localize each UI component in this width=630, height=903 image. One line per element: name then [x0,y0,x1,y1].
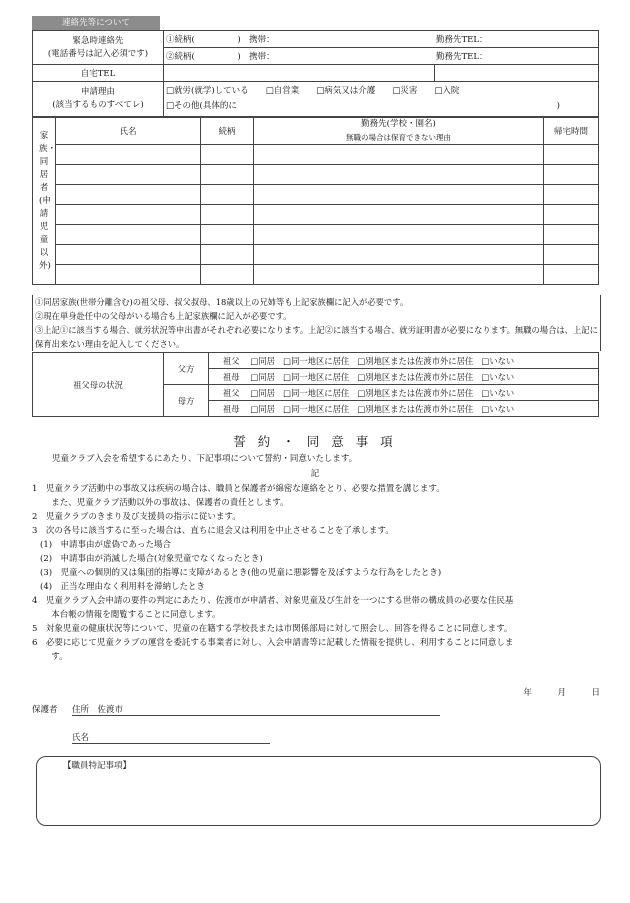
family-cell[interactable] [254,185,544,205]
family-cell[interactable] [254,225,544,245]
family-cell[interactable] [201,225,254,245]
family-cell[interactable] [201,185,254,205]
family-cell[interactable] [544,165,599,185]
home-tel-field[interactable] [164,65,435,82]
col-return: 帰宅時間 [544,118,599,145]
reason-options[interactable]: □就労(就学)している □自営業 □病気又は介護 □災害 □入院 □その他(具体的に ) [164,82,599,117]
note-1: ①同居家族(世帯分離含む)の祖父母、叔父叔母、18歳以上の兄姉等も上記家族欄に記入が必要です。 [35,297,409,307]
pledge-item: (1) 申請事由が虚偽であった場合 [40,540,171,550]
pledge-item: 4 児童クラブ入会申請の要件の判定にあたり、佐渡市が申請者、対象児童及び生計を一つにする世帯の構成員の必要な住民基 [32,596,514,606]
pledge-item: 3 次の各号に該当するに至った場合は、直ちに退会又は利用を中止させることを了承します。 [32,526,394,536]
paternal-gm[interactable]: 祖母 □同居 □同一地区に居住 □別地区または佐渡市外に居住 □いない [209,369,599,385]
family-cell[interactable] [201,265,254,285]
contact-table [32,30,599,117]
family-cell[interactable] [254,145,544,165]
family-side-label: 家族・同居者(申請児童以外) [33,118,56,285]
pledge-items [32,482,607,664]
family-cell[interactable] [56,145,201,165]
grandparents-label: 祖父母の状況 [33,353,164,417]
family-cell[interactable] [56,245,201,265]
emergency-row1[interactable]: ①続柄( ) 携帯： [164,31,435,48]
paternal-gf[interactable]: 祖父 □同居 □同一地区に居住 □別地区または佐渡市外に居住 □いない [209,353,599,369]
pledge-item: 2 児童クラブのきまり及び支援員の指示に従います。 [32,512,241,522]
family-cell[interactable] [254,205,544,225]
family-cell[interactable] [201,145,254,165]
pledge-item: (2) 申請事由が消滅した場合(対象児童でなくなったとき) [40,554,263,564]
family-cell[interactable] [201,165,254,185]
col-work: 勤務先(学校・園名) 無職の場合は保育できない理由 [254,118,544,145]
family-cell[interactable] [254,165,544,185]
emergency-row2[interactable]: ②続柄( ) 携帯： [164,48,435,65]
col-name: 氏名 [56,118,201,145]
pledge-intro: 児童クラブ入会を希望するにあたり、下記事項について誓約・同意いたします。 [52,454,358,464]
family-cell[interactable] [201,245,254,265]
pledge-title: 誓 約 ・ 同 意 事 項 [233,434,397,449]
guardian-address[interactable]: 住所 佐渡市 [72,703,440,716]
pledge-item: また、児童クラブ活動以外の事故は、保護者の責任とします。 [40,498,289,508]
pledge-item: 1 児童クラブ活動中の事故又は疾病の場合は、職員と保護者が綿密な連絡をとり、必要な措置を講じます。 [32,484,445,494]
family-cell[interactable] [254,245,544,265]
pledge-item: 本台帳の情報を閲覧することに同意します。 [40,610,221,620]
pledge-ki: 記 [310,469,320,479]
pledge-item: 6 必要に応じて児童クラブの運営を委託する事業者に対し、入会申請書等に記載した情報を提供し、利用することに同意しま [32,638,514,648]
family-cell[interactable] [56,205,201,225]
family-cell[interactable] [254,265,544,285]
maternal-gf[interactable]: 祖父 □同居 □同一地区に居住 □別地区または佐渡市外に居住 □いない [209,385,599,401]
family-cell[interactable] [544,245,599,265]
family-table [32,117,599,285]
guardian-label: 保護者 [32,705,58,715]
emergency-label: 緊急時連絡先 (電話番号は記入必須です) [33,31,164,65]
family-notes [32,295,601,351]
home-tel-label: 自宅TEL [33,65,164,82]
pledge-item: 5 対象児童の健康状況等について、児童の在籍する学校長または市関係部局に対して照会し、回答を得ることに同意します。 [32,624,513,634]
maternal-gm[interactable]: 祖母 □同居 □同一地区に居住 □別地区または佐渡市外に居住 □いない [209,401,599,417]
family-cell[interactable] [544,185,599,205]
col-relation: 続柄 [201,118,254,145]
paternal-label: 父方 [164,353,209,385]
family-cell[interactable] [56,225,201,245]
family-cell[interactable] [544,225,599,245]
family-cell[interactable] [201,205,254,225]
family-cell[interactable] [544,145,599,165]
family-cell[interactable] [56,265,201,285]
family-cell[interactable] [544,205,599,225]
pledge-item: (4) 正当な理由なく利用料を滞納したとき [40,582,206,592]
section-tab: 連絡先等について [32,16,160,30]
guardian-name[interactable]: 氏名 [72,731,270,744]
reason-label: 申請理由 (該当するものすべてレ) [33,82,164,117]
date-field[interactable]: 年 月 日 [523,688,600,698]
pledge-item: (3) 児童への個別的又は集団的指導に支障があるとき(他の児童に悪影響を及ぼすような行為をしたとき) [40,568,442,578]
grandparents-table [32,352,599,417]
pledge-item: す。 [40,652,68,662]
emergency-row1-work[interactable]: 勤務先TEL： [434,31,599,48]
family-cell[interactable] [544,265,599,285]
emergency-row2-work[interactable]: 勤務先TEL： [434,48,599,65]
family-cell[interactable] [56,185,201,205]
maternal-label: 母方 [164,385,209,417]
note-2: ②現在単身赴任中の父母がいる場合も上記家族欄に記入が必要です。 [35,311,292,321]
home-tel-blank [434,65,599,82]
family-cell[interactable] [56,165,201,185]
note-3: ③上記①に該当する場合、就労状況等申出書がそれぞれ必要になります。上記②に該当する場合、就労証明書が必要になります。無職の場合は、上記に保育出来ない理由を記入してください。 [35,325,598,349]
staff-notes-label: 【職員特記事項】 [63,761,132,771]
staff-notes-box[interactable] [36,756,601,826]
